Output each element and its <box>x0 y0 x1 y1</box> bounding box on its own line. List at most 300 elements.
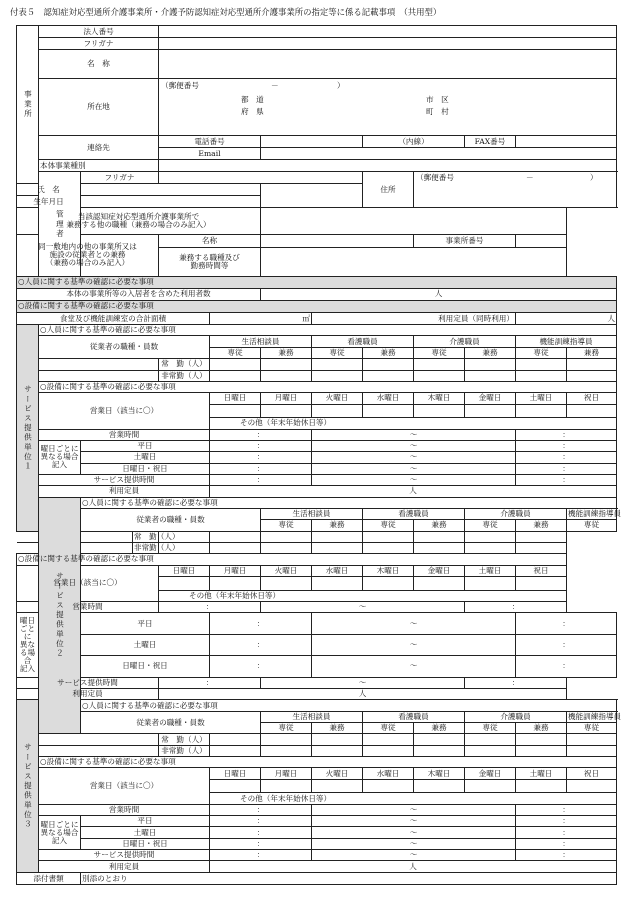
per-day-label: 曜日ごとに 異なる場合 記入 <box>39 816 81 850</box>
full-label: 専従 <box>414 347 465 358</box>
day-label-5: 金曜日 <box>465 393 516 404</box>
day-label-2: 火曜日 <box>312 768 363 779</box>
hours-label: 営業時間 <box>39 804 210 815</box>
row-spacer <box>39 745 159 756</box>
service-hours-label: サービス提供時間 <box>17 677 159 688</box>
fulltime-count-cell[interactable] <box>516 531 567 542</box>
time-field[interactable] <box>516 613 617 634</box>
area-field[interactable] <box>210 312 312 324</box>
colon-mark: ： <box>562 452 570 462</box>
concurrent-label: 兼務 <box>312 723 363 734</box>
day-check-cell[interactable] <box>261 779 312 793</box>
full-label: 専従 <box>516 347 567 358</box>
parttime-count-cell[interactable] <box>210 370 261 381</box>
time-field[interactable] <box>516 429 617 440</box>
colon-mark: ： <box>256 441 265 451</box>
colon-mark: ： <box>256 639 265 649</box>
todo-label: 都 道 <box>241 94 264 104</box>
other-days-label: その他（年末年始休日等） <box>210 793 617 804</box>
saturday-label: 土曜日 <box>81 827 210 838</box>
tilde-mark: ～ <box>409 827 418 837</box>
parttime-count-cell[interactable] <box>261 370 312 381</box>
jigyosho-address-field[interactable] <box>159 78 617 136</box>
kanrisha-name-field[interactable] <box>81 184 261 196</box>
parttime-count-cell[interactable] <box>261 745 312 756</box>
day-label-1: 月曜日 <box>210 565 261 576</box>
time-field[interactable] <box>312 850 516 861</box>
kanrisha-furigana-field[interactable] <box>159 172 363 184</box>
colon-mark: ： <box>256 452 265 462</box>
tilde-mark: ～ <box>409 816 418 826</box>
day-check-cell[interactable] <box>210 779 261 793</box>
weekday-label: 平日 <box>81 440 210 451</box>
full-label: 専従 <box>567 723 617 734</box>
day-check-cell[interactable] <box>363 779 414 793</box>
fulltime-count-cell[interactable] <box>210 359 261 370</box>
day-label-6: 土曜日 <box>465 565 516 576</box>
area-label: 食堂及び機能訓練室の合計面積 <box>17 312 210 324</box>
time-field[interactable] <box>210 613 312 634</box>
parttime-count-cell[interactable] <box>465 745 516 756</box>
service-hours-row <box>17 850 617 861</box>
time-field[interactable] <box>312 440 516 451</box>
time-field[interactable] <box>261 601 465 612</box>
concurrent-label: 兼務 <box>414 520 465 531</box>
holiday-row <box>17 463 617 474</box>
colon-mark: ： <box>256 827 265 837</box>
day-check-cell[interactable] <box>159 576 210 590</box>
main-type-label: 本体事業種別 <box>39 160 159 172</box>
hours-row <box>17 429 617 440</box>
kanrisha-postal-label: （郵便番号 <box>416 173 454 183</box>
fulltime-row <box>17 359 617 370</box>
time-field[interactable] <box>516 452 617 463</box>
time-field[interactable] <box>312 634 516 655</box>
colon-mark: ： <box>256 816 265 826</box>
time-field[interactable] <box>516 804 617 815</box>
tilde-mark: ～ <box>409 618 418 628</box>
colon-mark: ： <box>205 677 214 687</box>
jigyosho-name-field[interactable] <box>159 50 617 79</box>
fulltime-count-cell[interactable] <box>567 359 617 370</box>
office-number-field[interactable] <box>516 234 567 247</box>
per-day-label: 曜日ごとに 異なる場合 記入 <box>39 440 81 474</box>
colon-mark: ： <box>256 463 265 473</box>
time-field[interactable] <box>210 440 312 451</box>
full-label: 専従 <box>363 723 414 734</box>
unit-capacity-label: 利用定員 <box>17 689 159 700</box>
tilde-mark: ～ <box>358 677 367 687</box>
tilde-mark: ～ <box>409 804 418 814</box>
fuken-label: 府 県 <box>241 106 264 116</box>
kanrisha-birth-label: 生年月日 <box>17 196 81 208</box>
kanrisha-postal-close: ） <box>590 173 598 183</box>
colon-mark: ： <box>256 661 265 671</box>
time-field[interactable] <box>210 804 312 815</box>
fulltime-count-cell[interactable] <box>414 359 465 370</box>
open-days-label: 営業日（該当に〇） <box>17 565 159 601</box>
fulltime-count-cell[interactable] <box>465 531 516 542</box>
day-check-cell[interactable] <box>465 576 516 590</box>
tilde-mark: ～ <box>409 661 418 671</box>
time-field[interactable] <box>210 816 312 827</box>
postal-close: ） <box>337 80 345 90</box>
day-check-cell[interactable] <box>210 576 261 590</box>
parttime-count-cell[interactable] <box>516 542 567 553</box>
weekday-row <box>17 613 617 634</box>
phone-label: 電話番号 <box>159 136 261 148</box>
tilde-mark: ～ <box>409 429 418 439</box>
corp-number-field[interactable] <box>159 26 617 38</box>
contact-label: 連絡先 <box>39 136 159 160</box>
fax-label: FAX番号 <box>465 136 516 148</box>
time-field[interactable] <box>312 613 516 634</box>
service-hours-row <box>17 677 617 688</box>
time-field[interactable] <box>312 816 516 827</box>
fulltime-count-cell[interactable] <box>261 734 312 745</box>
concurrent-label: 兼務 <box>261 347 312 358</box>
email-field[interactable] <box>261 148 617 160</box>
tilde-mark: ～ <box>409 452 418 462</box>
time-field[interactable] <box>465 677 567 688</box>
full-label: 専従 <box>363 520 414 531</box>
colon-mark: ： <box>562 838 570 848</box>
unit-staff-header: ○人員に関する基準の確認に必要な事項 <box>39 325 617 336</box>
time-field[interactable] <box>516 827 617 838</box>
colon-mark: ： <box>256 618 265 628</box>
time-field[interactable] <box>210 634 312 655</box>
parttime-count-cell[interactable] <box>567 745 617 756</box>
day-check-cell[interactable] <box>363 576 414 590</box>
time-field[interactable] <box>312 838 516 849</box>
extension-label: （内線） <box>363 136 465 148</box>
fulltime-count-cell[interactable] <box>312 359 363 370</box>
postal-label: （郵便番号 <box>161 80 199 90</box>
users-label: 本体の事業所等の入居者を含めた利用者数 <box>17 288 261 300</box>
day-label-3: 水曜日 <box>363 768 414 779</box>
time-field[interactable] <box>210 452 312 463</box>
day-check-cell[interactable] <box>465 779 516 793</box>
parttime-count-cell[interactable] <box>261 542 312 553</box>
unit-label-1: サービス提供単位１ <box>17 325 39 531</box>
parttime-row <box>17 542 617 553</box>
attachments-value: 別添のとおり <box>81 872 617 884</box>
day-check-cell[interactable] <box>516 576 567 590</box>
tilde-mark: ～ <box>409 850 418 860</box>
unit-facility-header: ○設備に関する基準の確認に必要な事項 <box>39 757 617 768</box>
tilde-mark: ～ <box>409 639 418 649</box>
full-label: 専従 <box>210 347 261 358</box>
holiday-row <box>17 656 617 677</box>
fulltime-count-cell[interactable] <box>414 734 465 745</box>
row-spacer <box>17 531 133 542</box>
row-spacer <box>39 359 159 370</box>
other-days-label: その他（年末年始休日等） <box>210 418 617 429</box>
time-field[interactable] <box>312 429 516 440</box>
time-field[interactable] <box>516 634 617 655</box>
day-check-cell[interactable] <box>414 404 465 418</box>
fulltime-count-cell[interactable] <box>312 531 363 542</box>
role-1: 看護職員 <box>363 711 465 722</box>
saturday-row <box>17 827 617 838</box>
day-label-2: 火曜日 <box>261 565 312 576</box>
day-check-cell[interactable] <box>516 404 567 418</box>
fulltime-count-cell[interactable] <box>516 734 567 745</box>
colon-mark: ： <box>256 804 265 814</box>
parttime-count-cell[interactable] <box>312 542 363 553</box>
day-label-3: 水曜日 <box>312 565 363 576</box>
day-label-6: 土曜日 <box>516 393 567 404</box>
saturday-row <box>17 452 617 463</box>
users-field[interactable] <box>261 288 617 300</box>
time-field[interactable] <box>516 440 617 451</box>
colon-mark: ： <box>256 838 265 848</box>
day-check-cell[interactable] <box>567 404 617 418</box>
time-field[interactable] <box>159 677 261 688</box>
concurrent-label: 兼務 <box>516 520 567 531</box>
day-check-cell[interactable] <box>414 576 465 590</box>
fulltime-count-cell[interactable] <box>465 359 516 370</box>
parttime-count-cell[interactable] <box>465 370 516 381</box>
fulltime-count-cell[interactable] <box>363 734 414 745</box>
day-label-1: 月曜日 <box>261 768 312 779</box>
day-check-cell[interactable] <box>363 404 414 418</box>
jigyosho-furigana-field[interactable] <box>159 38 617 50</box>
phone-field[interactable] <box>261 136 363 148</box>
role-2: 介護職員 <box>465 711 567 722</box>
users-unit: 人 <box>434 289 443 299</box>
colon-mark: ： <box>562 639 570 649</box>
time-field[interactable] <box>516 656 617 677</box>
colon-mark: ： <box>562 429 570 439</box>
role-3: 機能訓練指導員 <box>568 711 622 721</box>
other-name-field[interactable] <box>261 234 414 247</box>
row-spacer <box>39 734 159 745</box>
concurrent-other-label: 同一敷地内の他の事業所又は 施設の従業者との兼務 （兼務の場合のみ記入） <box>17 234 159 276</box>
colon-mark: ： <box>562 475 570 485</box>
parttime-count-cell[interactable] <box>210 542 261 553</box>
kanrisha-furigana-label: フリガナ <box>81 172 159 184</box>
parttime-count-cell[interactable] <box>414 542 465 553</box>
jigyosho-furigana-label: フリガナ <box>39 38 159 50</box>
fulltime-label: 常 勤（人） <box>159 734 210 745</box>
postal-dash: － <box>271 80 279 90</box>
time-field[interactable] <box>312 463 516 474</box>
parttime-count-cell[interactable] <box>312 370 363 381</box>
parttime-count-cell[interactable] <box>363 542 414 553</box>
day-check-cell[interactable] <box>210 404 261 418</box>
fulltime-row <box>17 734 617 745</box>
tilde-mark: ～ <box>409 838 418 848</box>
role-2: 介護職員 <box>414 336 516 347</box>
fulltime-label: 常 勤（人） <box>159 359 210 370</box>
colon-mark: ： <box>511 602 520 612</box>
office-number-label: 事業所番号 <box>414 234 516 247</box>
parttime-count-cell[interactable] <box>465 542 516 553</box>
colon-mark: ： <box>562 816 570 826</box>
time-field[interactable] <box>516 838 617 849</box>
day-label-6: 土曜日 <box>516 768 567 779</box>
fulltime-count-cell[interactable] <box>261 359 312 370</box>
kanrisha-name-label: 氏 名 <box>17 184 81 196</box>
role-1: 看護職員 <box>312 336 414 347</box>
open-days-label: 営業日（該当に〇） <box>39 393 210 429</box>
service-hours-label: サービス提供時間 <box>39 850 210 861</box>
colon-mark: ： <box>562 441 570 451</box>
parttime-count-cell[interactable] <box>516 745 567 756</box>
staff-check-header: ○人員に関する基準の確認に必要な事項 <box>17 276 617 288</box>
unit-capacity-field[interactable] <box>210 861 617 873</box>
time-field[interactable] <box>210 429 312 440</box>
hours-label: 営業時間 <box>39 429 210 440</box>
colon-mark: ： <box>562 463 570 473</box>
unit-capacity-field[interactable] <box>159 689 567 700</box>
tilde-mark: ～ <box>409 475 418 485</box>
concurrent-label: 兼務 <box>312 520 363 531</box>
fulltime-count-cell[interactable] <box>210 734 261 745</box>
weekday-row <box>17 440 617 451</box>
service-hours-label: サービス提供時間 <box>39 474 210 485</box>
full-label: 専従 <box>312 347 363 358</box>
day-check-cell[interactable] <box>261 404 312 418</box>
other-role-field[interactable] <box>261 248 567 277</box>
unit-label-2: サービス提供単位２ <box>39 497 81 734</box>
saturday-row <box>17 634 617 655</box>
parttime-count-cell[interactable] <box>363 745 414 756</box>
time-field[interactable] <box>159 601 261 612</box>
parttime-count-cell[interactable] <box>312 745 363 756</box>
unit-capacity-label: 利用定員 <box>39 486 210 497</box>
role-1: 看護職員 <box>363 508 465 519</box>
fulltime-count-cell[interactable] <box>465 734 516 745</box>
colon-mark: ： <box>205 602 214 612</box>
per-day-label: 曜日ごとに 異なる場合 記入 <box>17 613 39 677</box>
holiday-label: 日曜日・祝日 <box>81 656 210 677</box>
colon-mark: ： <box>562 804 570 814</box>
time-field[interactable] <box>516 850 617 861</box>
service-hours-row <box>17 474 617 485</box>
fulltime-count-cell[interactable] <box>516 359 567 370</box>
parttime-row <box>17 370 617 381</box>
role-0: 生活相談員 <box>261 508 363 519</box>
area-unit: ㎡ <box>302 313 310 323</box>
day-label-7: 祝日 <box>567 393 617 404</box>
fulltime-count-cell[interactable] <box>363 531 414 542</box>
day-check-cell[interactable] <box>414 779 465 793</box>
full-label: 専従 <box>261 520 312 531</box>
parttime-count-cell[interactable] <box>567 370 617 381</box>
day-label-3: 水曜日 <box>363 393 414 404</box>
facility-check-header: ○設備に関する基準の確認に必要な事項 <box>17 300 617 312</box>
fulltime-count-cell[interactable] <box>414 531 465 542</box>
time-field[interactable] <box>210 827 312 838</box>
unit-facility-header: ○設備に関する基準の確認に必要な事項 <box>39 381 617 392</box>
day-label-0: 日曜日 <box>159 565 210 576</box>
time-field[interactable] <box>312 827 516 838</box>
main-type-field[interactable] <box>159 160 617 172</box>
time-field[interactable] <box>210 474 312 485</box>
time-field[interactable] <box>210 838 312 849</box>
time-field[interactable] <box>312 656 516 677</box>
role-3: 機能訓練指導員 <box>516 336 617 347</box>
parttime-count-cell[interactable] <box>363 370 414 381</box>
time-field[interactable] <box>312 804 516 815</box>
parttime-count-cell[interactable] <box>414 745 465 756</box>
service-units <box>17 325 622 873</box>
unit-capacity-field[interactable] <box>210 486 617 497</box>
time-field[interactable] <box>312 474 516 485</box>
day-label-7: 祝日 <box>567 768 617 779</box>
parttime-count-cell[interactable] <box>516 370 567 381</box>
saturday-label: 土曜日 <box>81 634 210 655</box>
day-check-cell[interactable] <box>465 404 516 418</box>
fulltime-count-cell[interactable] <box>261 531 312 542</box>
time-field[interactable] <box>516 474 617 485</box>
time-field[interactable] <box>210 850 312 861</box>
fulltime-count-cell[interactable] <box>567 734 617 745</box>
capacity-unit: 人 <box>607 313 616 323</box>
capacity-label: 利用定員（同時利用） <box>312 312 516 324</box>
kanrisha-address-label: 住所 <box>363 172 414 208</box>
kanrisha-birth-field[interactable] <box>81 196 261 208</box>
full-label: 専従 <box>567 520 617 531</box>
concurrent-same-field[interactable] <box>261 208 567 234</box>
row-spacer <box>39 370 159 381</box>
day-check-cell[interactable] <box>261 576 312 590</box>
shiku-label: 市 区 <box>426 94 449 104</box>
time-field[interactable] <box>210 463 312 474</box>
role-count-label: 従業者の職種・員数 <box>81 711 261 734</box>
fulltime-count-cell[interactable] <box>363 359 414 370</box>
colon-mark: ： <box>256 429 265 439</box>
time-field[interactable] <box>516 463 617 474</box>
kanrisha-postal-dash: － <box>526 173 534 183</box>
fulltime-count-cell[interactable] <box>210 531 261 542</box>
day-check-cell[interactable] <box>312 576 363 590</box>
full-label: 専従 <box>261 723 312 734</box>
full-label: 専従 <box>465 520 516 531</box>
weekday-label: 平日 <box>81 613 210 634</box>
fax-field[interactable] <box>516 136 617 148</box>
day-check-cell[interactable] <box>516 779 567 793</box>
other-days-label: その他（年末年始休日等） <box>159 590 567 601</box>
form-title: 付表５ 認知症対応型通所介護事業所・介護予防認知症対応型通所介護事業所の指定等に係る記載事項 （共用型） <box>10 7 442 17</box>
time-field[interactable] <box>261 677 465 688</box>
fulltime-count-cell[interactable] <box>312 734 363 745</box>
days-row <box>17 768 617 779</box>
role-count-label: 従業者の職種・員数 <box>81 508 261 531</box>
time-field[interactable] <box>210 656 312 677</box>
hours-label: 営業時間 <box>17 601 159 612</box>
colon-mark: ： <box>562 850 570 860</box>
parttime-count-cell[interactable] <box>414 370 465 381</box>
day-check-cell[interactable] <box>312 779 363 793</box>
time-field[interactable] <box>516 816 617 827</box>
day-check-cell[interactable] <box>567 779 617 793</box>
day-label-1: 月曜日 <box>261 393 312 404</box>
parttime-label: 非常勤（人） <box>134 543 180 553</box>
day-check-cell[interactable] <box>312 404 363 418</box>
time-field[interactable] <box>465 601 567 612</box>
kanrisha-section-label: 管理者 <box>39 172 81 276</box>
kanrisha-address-field[interactable] <box>414 172 617 208</box>
tilde-mark: ～ <box>358 602 367 612</box>
hours-row <box>17 601 617 612</box>
time-field[interactable] <box>312 452 516 463</box>
capacity-field[interactable] <box>516 312 617 324</box>
parttime-count-cell[interactable] <box>210 745 261 756</box>
other-role-label: 兼務する職種及び 勤務時間等 <box>159 248 261 277</box>
